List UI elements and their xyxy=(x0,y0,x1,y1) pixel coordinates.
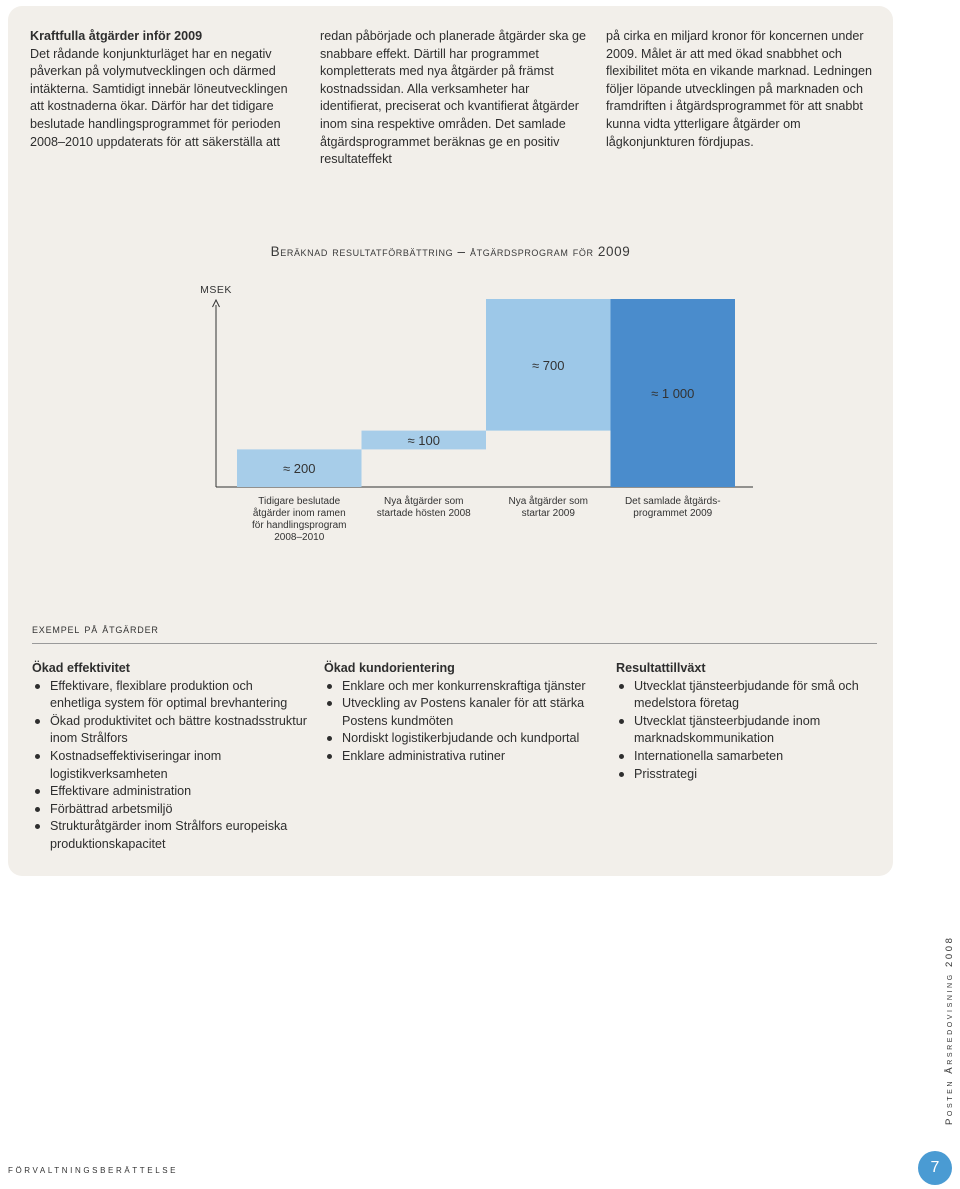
category-label: 2008–2010 xyxy=(274,532,325,543)
category-label: Nya åtgärder som xyxy=(508,496,588,507)
category-label: Tidigare beslutade xyxy=(258,496,341,507)
category-label: startar 2009 xyxy=(521,508,575,519)
examples-list xyxy=(32,678,307,854)
example-item: Internationella samarbeten xyxy=(616,748,891,766)
y-axis-label: MSEK xyxy=(200,284,232,296)
example-item: Utvecklat tjänsteerbjudande för små och medelstora företag xyxy=(616,678,891,713)
example-item: Förbättrad arbetsmiljö xyxy=(32,801,307,819)
example-item: Enklare och mer konkurrenskraftiga tjänster xyxy=(324,678,599,696)
example-item: Effektivare administration xyxy=(32,783,307,801)
examples-column-2 xyxy=(324,660,599,766)
bar-value-label: ≈ 200 xyxy=(283,461,316,477)
example-item: Kostnadseffektiviseringar inom logistikverksamheten xyxy=(32,748,307,783)
example-item: Effektivare, flexiblare produktion och enhetliga system för optimal brevhantering xyxy=(32,678,307,713)
examples-heading: Resultattillväxt xyxy=(616,661,706,675)
examples-column-3 xyxy=(616,660,891,783)
examples-title: exempel på åtgärder xyxy=(32,622,159,636)
waterfall-chart xyxy=(8,6,893,566)
content-panel xyxy=(8,6,893,876)
category-label: för handlingsprogram xyxy=(252,520,347,531)
section-name: FÖRVALTNINGSBERÄTTELSE xyxy=(8,1166,179,1175)
examples-heading: Ökad kundorientering xyxy=(324,661,455,675)
example-item: Utvecklat tjänsteerbjudande inom marknadskommunikation xyxy=(616,713,891,748)
category-label: startade hösten 2008 xyxy=(376,508,471,519)
bar-value-label: ≈ 1 000 xyxy=(651,386,695,401)
category-label: Det samlade åtgärds- xyxy=(624,496,721,507)
intro-text-3: på cirka en miljard kronor för koncernen under 2009. Målet är att med ökad snabbhet och flexibilitet möta en vikande marknad. Ledningen följer löpande utvecklingen på marknaden och framdriften i åtgärdsprogrammet för att snabbt kunna vidta ytterligare åtgärder om lågkonjunkturen fördjupas. xyxy=(606,29,873,149)
example-item: Utveckling av Postens kanaler för att stärka Postens kundmöten xyxy=(324,695,599,730)
intro-heading: Kraftfulla åtgärder inför 2009 xyxy=(30,29,203,43)
examples-list xyxy=(616,678,891,784)
example-item: Enklare administrativa rutiner xyxy=(324,748,599,766)
intro-text-2: redan påbörjade och planerade åtgärder ska ge snabbare effekt. Därtill har programmet kompletterats med nya åtgärder på främst kostnadssidan. Alla verksamheter har identifierat, preciserat och kvantifierat åtgärder inom sina respektive områden. Det samlade åtgärdsprogrammet beräknas ge en positiv resultateffekt xyxy=(320,29,587,167)
page-number: 7 xyxy=(918,1151,952,1185)
report-name: Posten Årsredovisning 2008 xyxy=(944,935,955,1125)
examples-column-1 xyxy=(32,660,307,854)
bar-value-label: ≈ 100 xyxy=(407,433,440,448)
examples-heading: Ökad effektivitet xyxy=(32,661,130,675)
chart-title: Beräknad resultatförbättring – åtgärdsprogram för 2009 xyxy=(270,244,631,259)
category-label: åtgärder inom ramen xyxy=(252,508,346,519)
example-item: Strukturåtgärder inom Strålfors europeiska produktionskapacitet xyxy=(32,818,307,853)
example-item: Prisstrategi xyxy=(616,766,891,784)
examples-divider xyxy=(32,643,877,644)
category-label: Nya åtgärder som xyxy=(384,496,464,507)
category-label: programmet 2009 xyxy=(633,508,713,519)
examples-list xyxy=(324,678,599,766)
example-item: Nordiskt logistikerbjudande och kundportal xyxy=(324,730,599,748)
bar-value-label: ≈ 700 xyxy=(532,357,565,373)
example-item: Ökad produktivitet och bättre kostnadsstruktur inom Strålfors xyxy=(32,713,307,748)
intro-text-1: Det rådande konjunkturläget har en negativ påverkan på volymutvecklingen och därmed intäkterna. Samtidigt innebär löneutvecklingen att kostnaderna ökar. Därför har det tidigare beslutade handlingsprogrammet för perioden 2008–2010 uppdaterats för att säkerställa att xyxy=(30,46,288,149)
